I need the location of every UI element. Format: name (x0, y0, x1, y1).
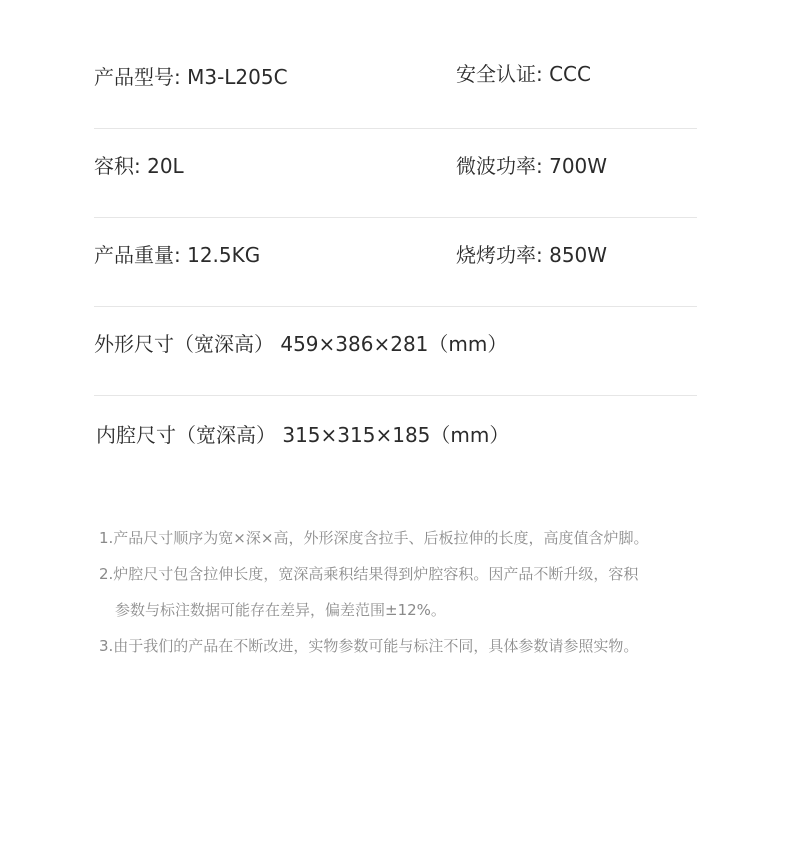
spec-row-model (94, 40, 697, 129)
notes (99, 520, 699, 664)
spec-row-inner-dimensions (94, 396, 697, 485)
spec-row-weight (94, 218, 697, 307)
capacity-spec: 容积: 20L (94, 154, 184, 178)
note-2-continued: 参数与标注数据可能存在差异，偏差范围±12%。 (115, 601, 446, 619)
note-1: 1.产品尺寸顺序为宽×深×高，外形深度含拉手、后板拉伸的长度，高度值含炉脚。 (99, 529, 649, 547)
microwave-power-spec: 微波功率: 700W (456, 154, 608, 178)
certification-spec: 安全认证: CCC (456, 62, 591, 86)
note-2: 2.炉腔尺寸包含拉伸长度，宽深高乘积结果得到炉腔容积。因产品不断升级，容积 (99, 565, 639, 583)
model-spec: 产品型号: M3-L205C (94, 65, 288, 89)
spec-row-outer-dimensions (94, 307, 697, 396)
weight-spec: 产品重量: 12.5KG (94, 243, 261, 267)
spec-row-capacity (94, 129, 697, 218)
grill-power-spec: 烧烤功率: 850W (456, 243, 608, 267)
note-3: 3.由于我们的产品在不断改进，实物参数可能与标注不同，具体参数请参照实物。 (99, 637, 639, 655)
outer-dimensions-spec: 外形尺寸（宽深高） 459×386×281（mm） (94, 332, 508, 356)
inner-dimensions-spec: 内腔尺寸（宽深高） 315×315×185（mm） (96, 423, 510, 447)
spec-table (94, 40, 697, 485)
